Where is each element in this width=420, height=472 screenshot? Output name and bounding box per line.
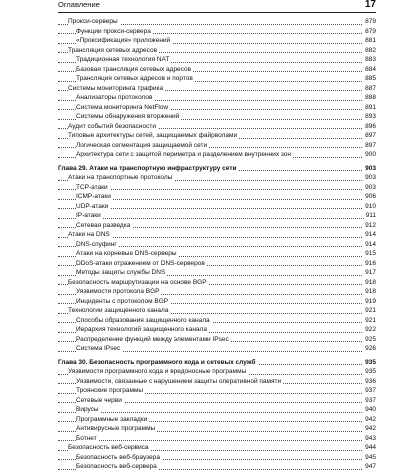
toc-entry-page: 891 — [365, 103, 376, 111]
dot-leader — [58, 440, 376, 441]
toc-entry-page: 911 — [365, 212, 376, 219]
toc-entry-title: Безопасность веб-сервера — [76, 463, 157, 470]
toc-entry-page: 888 — [365, 94, 376, 101]
toc-entry-page: 918 — [365, 278, 376, 286]
toc-entry — [58, 396, 376, 406]
toc-entry-title: Атаки на транспортные протоколы — [68, 174, 173, 181]
toc-entry-title: Система IPsec — [76, 345, 121, 352]
toc-entry — [58, 443, 376, 453]
toc-entry — [58, 453, 376, 463]
toc-entry-page: 897 — [365, 141, 376, 149]
toc-entry-title: Прокси-серверы — [68, 18, 118, 25]
toc-entry-page: 943 — [365, 434, 376, 442]
toc-entry-page: 887 — [365, 84, 376, 92]
toc-entry-page: 918 — [365, 288, 376, 295]
toc-entry — [58, 221, 376, 231]
toc-entry-page: 896 — [365, 122, 376, 130]
toc-entry-title: «Проксификация» приложений — [76, 37, 171, 44]
toc-entry-title: Сетевая разведка — [76, 221, 131, 229]
toc-entry-title: Ботнет — [76, 434, 97, 442]
toc-entry-page: 935 — [365, 358, 376, 366]
toc-entry — [58, 84, 376, 94]
page-number: 17 — [364, 0, 376, 10]
toc-entry-title: IP-атаки — [76, 212, 101, 219]
toc-entry — [58, 65, 376, 75]
toc-entry — [58, 36, 376, 46]
toc-entry — [58, 335, 376, 345]
toc-entry-page: 912 — [365, 221, 376, 229]
toc-entry-page: 903 — [365, 164, 376, 172]
toc-entry-title: Инциденты с протоколом BGP — [76, 297, 169, 305]
table-of-contents — [58, 17, 376, 472]
toc-entry — [58, 415, 376, 425]
toc-entry — [58, 103, 376, 113]
toc-entry-title: Глава 30. Безопасность программного кода и сетевых служб — [58, 358, 256, 366]
toc-entry — [58, 249, 376, 259]
toc-entry — [58, 93, 376, 103]
toc-entry-title: Системы мониторинга трафика — [68, 84, 164, 92]
toc-entry — [58, 211, 376, 221]
toc-entry-title: Традиционная технология NAT — [76, 56, 170, 63]
toc-entry-page: 883 — [365, 56, 376, 63]
toc-entry-title: Системы обнаружения вторжений — [76, 113, 180, 120]
toc-entry-page: 925 — [365, 335, 376, 343]
toc-entry-page: 922 — [365, 326, 376, 333]
toc-entry — [58, 150, 376, 160]
toc-entry — [58, 316, 376, 326]
toc-entry-title: Сетевые черви — [76, 396, 122, 404]
toc-entry-title: Программные закладки — [76, 415, 148, 423]
toc-entry-page: 942 — [365, 425, 376, 432]
toc-entry-page: 936 — [365, 377, 376, 385]
toc-entry — [58, 377, 376, 387]
toc-entry-title: Базовая трансляция сетевых адресов — [76, 65, 192, 73]
toc-entry-page: 944 — [365, 444, 376, 451]
toc-entry — [58, 173, 376, 183]
toc-entry-page: 879 — [365, 27, 376, 35]
toc-entry-title: ICMP-атаки — [76, 193, 111, 200]
toc-entry — [58, 325, 376, 335]
toc-entry-title: Безопасность веб-сервиса — [68, 444, 149, 451]
toc-entry-title: Атаки на DNS — [68, 231, 110, 238]
running-head-title: Оглавление — [58, 0, 100, 9]
toc-entry — [58, 462, 376, 472]
toc-entry — [58, 434, 376, 444]
toc-entry-page: 906 — [365, 193, 376, 200]
toc-entry — [58, 424, 376, 434]
toc-entry-page: 937 — [365, 387, 376, 394]
toc-entry-page: 914 — [365, 240, 376, 248]
toc-entry — [58, 192, 376, 202]
toc-entry — [58, 46, 376, 56]
toc-entry — [58, 268, 376, 278]
toc-entry-title: Система мониторинга NetFlow — [76, 103, 169, 111]
toc-entry-page: 882 — [365, 46, 376, 54]
toc-entry-page: 935 — [365, 368, 376, 375]
toc-entry-page: 879 — [365, 18, 376, 25]
toc-entry-title: Методы защиты службы DNS — [76, 269, 166, 276]
toc-entry-page: 921 — [365, 316, 376, 324]
toc-entry-title: Способы образования защищенного канала — [76, 316, 210, 324]
toc-entry-title: Аудит событий безопасности — [68, 122, 156, 130]
toc-entry — [58, 17, 376, 27]
toc-entry — [58, 259, 376, 269]
toc-entry-title: Глава 29. Атаки на транспортную инфраструктуру сети — [58, 164, 237, 172]
toc-entry — [58, 202, 376, 212]
toc-entry-title: Атаки на корневые DNS-серверы — [76, 250, 177, 257]
toc-entry-title: Иерархия технологий защищенного канала — [76, 326, 207, 333]
toc-chapter-entry — [58, 358, 376, 368]
toc-entry — [58, 367, 376, 377]
toc-entry-page: 921 — [365, 307, 376, 314]
toc-entry-page: 884 — [365, 65, 376, 73]
toc-entry-title: Логическая сегментация защищаемой сети — [76, 141, 208, 149]
toc-entry-title: DNS-спуфинг — [76, 240, 117, 248]
toc-entry-title: Анализаторы протоколов — [76, 94, 153, 101]
toc-entry-title: Троянские программы — [76, 387, 144, 394]
toc-entry — [58, 306, 376, 316]
toc-entry-page: 945 — [365, 453, 376, 461]
toc-entry-title: Архитектура сети с защитой периметра и разделением внутренних зон — [76, 151, 291, 158]
toc-entry-page: 897 — [365, 132, 376, 139]
toc-entry-title: TCP-атаки — [76, 183, 108, 191]
toc-entry-title: Функции прокси-сервера — [76, 27, 151, 35]
toc-entry-title: Типовые архитектуры сетей, защищаемых файрволами — [68, 132, 238, 139]
toc-entry-page: 947 — [365, 463, 376, 470]
dot-leader — [58, 218, 376, 219]
toc-entry-title: Вирусы — [76, 406, 99, 413]
toc-entry-page: 919 — [365, 297, 376, 305]
toc-entry — [58, 74, 376, 84]
toc-entry-title: Трансляция сетевых адресов и портов — [76, 75, 193, 82]
toc-entry-page: 942 — [365, 415, 376, 423]
toc-entry — [58, 386, 376, 396]
toc-entry-page: 937 — [365, 396, 376, 404]
toc-entry — [58, 287, 376, 297]
toc-entry — [58, 344, 376, 354]
toc-entry-title: Уязвимости, связанные с нарушением защиты оперативной памяти — [76, 377, 282, 385]
toc-entry-page: 916 — [365, 259, 376, 267]
toc-entry — [58, 405, 376, 415]
toc-entry — [58, 297, 376, 307]
toc-chapter-entry — [58, 164, 376, 174]
page-header — [58, 0, 376, 13]
toc-entry-title: Трансляция сетевых адресов — [68, 46, 158, 54]
toc-entry — [58, 112, 376, 122]
toc-entry-page: 900 — [365, 151, 376, 158]
toc-entry-title: Безопасность веб-браузера — [76, 453, 160, 461]
toc-entry-title: Распределение функций между элементами IPsec — [76, 335, 229, 343]
toc-entry-page: 926 — [365, 345, 376, 352]
toc-entry-page: 917 — [365, 269, 376, 276]
toc-entry — [58, 278, 376, 288]
toc-entry-title: Безопасность маршрутизации на основе BGP — [68, 278, 207, 286]
dot-leader — [58, 412, 376, 413]
toc-entry-page: 915 — [365, 250, 376, 257]
toc-entry — [58, 122, 376, 132]
toc-entry-title: UDP-атаки — [76, 202, 109, 210]
toc-entry — [58, 240, 376, 250]
toc-entry-page: 903 — [365, 183, 376, 191]
toc-entry — [58, 55, 376, 65]
toc-entry — [58, 141, 376, 151]
toc-entry-page: 881 — [365, 37, 376, 44]
toc-entry — [58, 131, 376, 141]
toc-entry-page: 914 — [365, 231, 376, 238]
toc-entry-page: 940 — [365, 406, 376, 413]
toc-entry — [58, 27, 376, 37]
toc-entry-title: Уязвимости программного кода и вредоносные программы — [68, 368, 247, 375]
toc-entry-page: 910 — [365, 202, 376, 210]
toc-entry-title: DDoS-атаки отражением от DNS-серверов — [76, 259, 205, 267]
toc-entry-title: Уязвимости протокола BGP — [76, 288, 160, 295]
toc-entry-title: Технологии защищенного канала — [68, 307, 169, 314]
toc-entry-page: 885 — [365, 75, 376, 82]
toc-entry-page: 903 — [365, 174, 376, 181]
toc-entry — [58, 230, 376, 240]
toc-entry — [58, 183, 376, 193]
toc-entry-page: 893 — [365, 113, 376, 120]
toc-entry-title: Антивирусные программы — [76, 425, 156, 432]
